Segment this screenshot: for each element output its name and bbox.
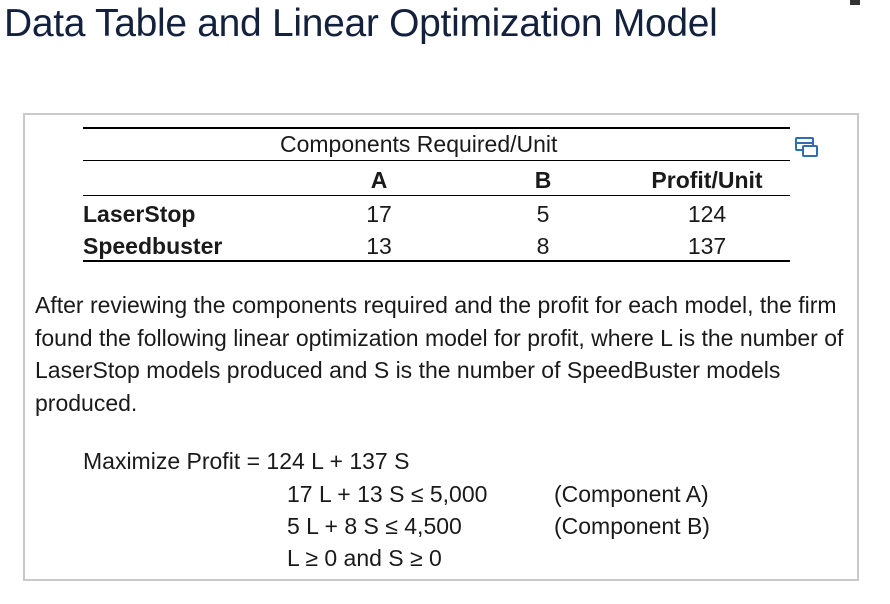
table-bottom-rule [83,260,790,262]
header-bottom-rule [83,195,790,196]
copy-table-icon[interactable] [794,135,820,159]
row-2-value-b: 8 [536,233,550,259]
row-label-speedbuster: Speedbuster [83,233,223,259]
page-title: Data Table and Linear Optimization Model [4,2,718,45]
column-header-a: A [370,167,388,193]
constraint-2-label: (Component B) [554,513,710,539]
group-header-rule [83,160,790,161]
column-header-profit: Profit/Unit [651,167,763,193]
nonnegativity-constraint: L ≥ 0 and S ≥ 0 [287,545,442,571]
constraint-2-expression: 5 L + 8 S ≤ 4,500 [287,513,462,539]
objective-function: Maximize Profit = 124 L + 137 S [83,448,410,474]
row-2-profit: 137 [687,233,727,259]
constraint-1-label: (Component A) [554,481,709,507]
row-1-profit: 124 [687,201,727,227]
description-paragraph: After reviewing the components required and the profit for each model, the firm found the following linear optimization model for profit, where L is the number of LaserStop models produced and S is the number of SpeedBuster models produced. [35,292,844,416]
column-header-b: B [534,167,552,193]
row-1-value-b: 5 [536,201,550,227]
group-header: Components Required/Unit [280,131,558,157]
table-top-rule [83,127,790,129]
corner-mark [850,0,860,5]
row-label-laserstop: LaserStop [83,201,196,227]
row-1-value-a: 17 [366,201,392,227]
content-panel [23,113,859,581]
constraint-1-expression: 17 L + 13 S ≤ 5,000 [287,481,488,507]
row-2-value-a: 13 [366,233,392,259]
